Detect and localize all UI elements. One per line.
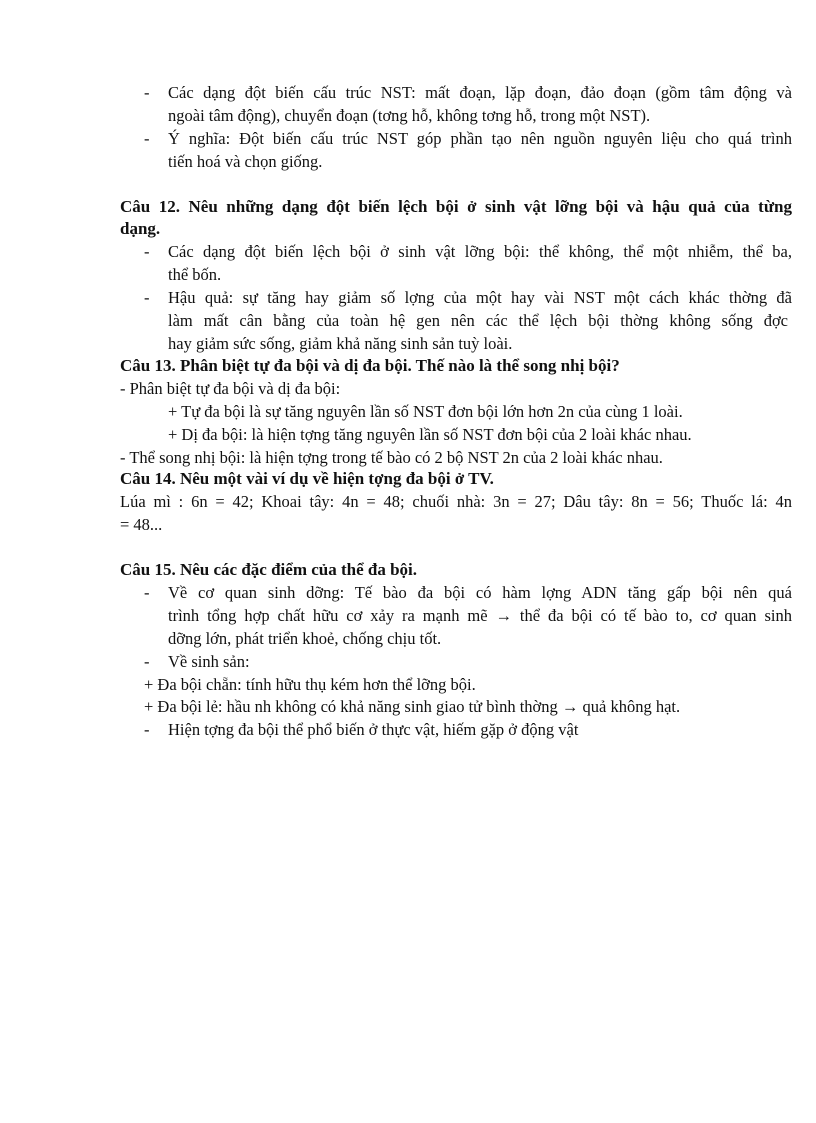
text-line: Hậu quả: sự tăng hay giảm số lợng của một hay vài NST một cách khác thờng đã [168, 288, 792, 307]
text-line: Về sinh sản: [168, 652, 250, 671]
text-line: Các dạng đột biến lệch bội ở sinh vật lỡng bội: thể không, thể một nhiễm, thể ba, [168, 242, 792, 261]
text-line: tiến hoá và chọn giống. [168, 152, 323, 171]
text-line: Về cơ quan sinh dỡng: Tế bào đa bội có hàm lợng ADN tăng gấp bội nên quá [168, 583, 792, 602]
text-line: ngoài tâm động), chuyển đoạn (tơng hỗ, không tơng hỗ, trong một NST). [168, 106, 651, 125]
question-heading: Câu 12. Nêu những dạng đột biến lệch bội ở sinh vật lỡng bội và hậu quả của từng [120, 197, 792, 216]
text-line: thể bốn. [168, 265, 222, 284]
bullet-dash: - [144, 583, 150, 602]
text-line: + Dị đa bội: là hiện tợng tăng nguyên lần số NST đơn bội của 2 loài khác nhau. [168, 425, 692, 444]
text-line: + Đa bội chẵn: tính hữu thụ kém hơn thể lỡng bội. [144, 675, 476, 694]
question-heading: Câu 15. Nêu các đặc điểm của thể đa bội. [120, 560, 418, 579]
text-line: + Đa bội lẻ: hầu nh không có khả năng sinh giao tử bình thờng → quả không hạt. [144, 697, 681, 716]
text-line: = 48... [120, 515, 163, 534]
text-line: hay giảm sức sống, giảm khả năng sinh sản tuỳ loài. [168, 334, 513, 353]
question-heading: Câu 14. Nêu một vài ví dụ về hiện tợng đa bội ở TV. [120, 469, 494, 488]
text-line: trình tổng hợp chất hữu cơ xảy ra mạnh mẽ → thể đa bội có tế bào to, cơ quan sinh [168, 606, 792, 625]
text-line: dỡng lớn, phát triển khoẻ, chống chịu tốt. [168, 629, 442, 648]
bullet-dash: - [144, 720, 150, 739]
text-line: - Thể song nhị bội: là hiện tợng trong tế bào có 2 bộ NST 2n của 2 loài khác nhau. [120, 448, 663, 467]
bullet-dash: - [144, 288, 150, 307]
text-line: + Tự đa bội là sự tăng nguyên lần số NST đơn bội lớn hơn 2n của cùng 1 loài. [168, 402, 683, 421]
bullet-dash: - [144, 242, 150, 261]
question-heading: Câu 13. Phân biệt tự đa bội và dị đa bội. Thế nào là thể song nhị bội? [120, 356, 620, 375]
text-line: - Phân biệt tự đa bội và dị đa bội: [120, 379, 341, 398]
text-line: Ý nghĩa: Đột biến cấu trúc NST góp phần tạo nên nguồn nguyên liệu cho quá trình [168, 129, 792, 148]
bullet-dash: - [144, 652, 150, 671]
text-line: Các dạng đột biến cấu trúc NST: mất đoạn, lặp đoạn, đảo đoạn (gồm tâm động và [168, 83, 792, 102]
bullet-dash: - [144, 83, 150, 102]
question-heading: dạng. [120, 219, 161, 238]
text-line: Lúa mì : 6n = 42; Khoai tây: 4n = 48; chuối nhà: 3n = 27; Dâu tây: 8n = 56; Thuốc lá: 4n [120, 492, 792, 511]
text-line: Hiện tợng đa bội thể phổ biến ở thực vật, hiếm gặp ở động vật [168, 720, 579, 739]
text-line: làm mất cân bằng của toàn hệ gen nên các thể lệch bội thờng không sống đợc [168, 311, 788, 330]
bullet-dash: - [144, 129, 150, 148]
